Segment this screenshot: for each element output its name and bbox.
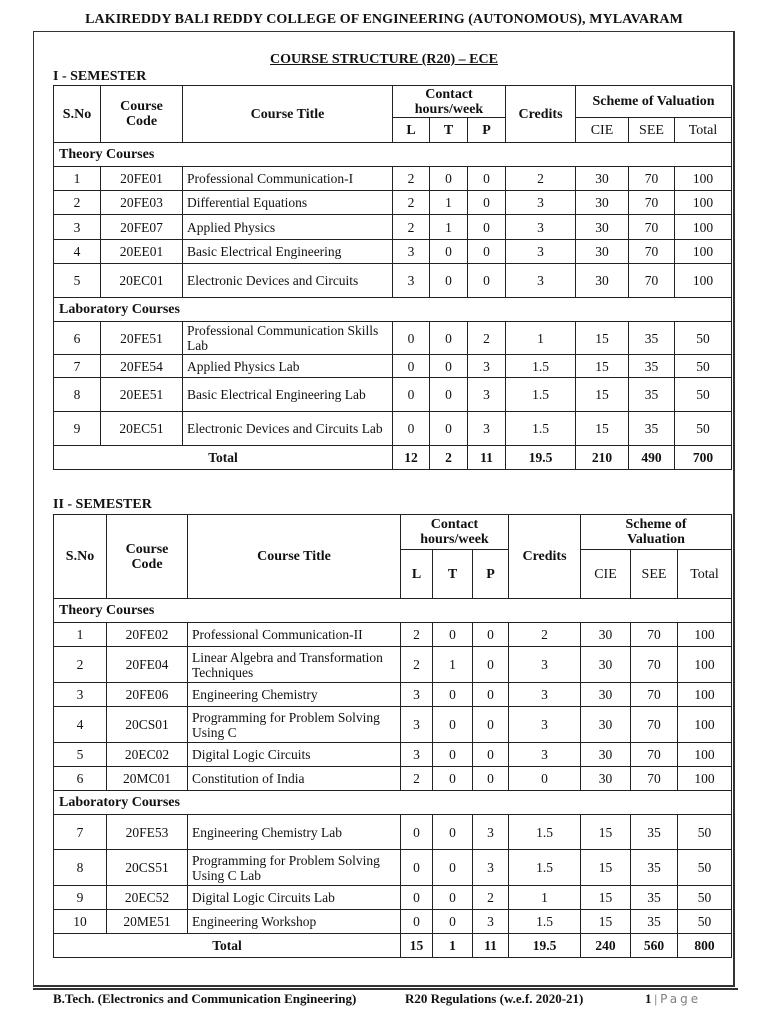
cell-p: 0 — [473, 683, 509, 707]
cell-total: 50 — [678, 850, 732, 886]
cell-p: 3 — [473, 850, 509, 886]
header-t: T — [430, 118, 468, 143]
cell-p: 0 — [468, 240, 506, 264]
cell-total: 100 — [675, 215, 732, 240]
cell-credits: 3 — [506, 264, 576, 298]
page-number: 1 | Page — [645, 991, 702, 1006]
cell-p: 3 — [473, 910, 509, 934]
cell-total: 50 — [675, 355, 732, 378]
category-label: Theory Courses — [54, 143, 732, 167]
cell-title: Programming for Problem Solving Using C — [188, 707, 401, 743]
cell-total: 100 — [675, 240, 732, 264]
cell-cie: 15 — [576, 412, 629, 446]
cell-see: 70 — [629, 215, 675, 240]
cell-p: 3 — [468, 378, 506, 412]
cell-code: 20ME51 — [107, 910, 188, 934]
cell-code: 20FE02 — [107, 623, 188, 647]
cell-p: 0 — [468, 167, 506, 191]
cell-title: Electronic Devices and Circuits — [183, 264, 393, 298]
cell-cie: 15 — [576, 378, 629, 412]
footer-program: B.Tech. (Electronics and Communication Engineering) — [53, 991, 357, 1006]
course-row — [54, 623, 732, 647]
cell-t: 0 — [433, 910, 473, 934]
cell-total: 100 — [678, 767, 732, 791]
cell-see: 70 — [631, 707, 678, 743]
course-row — [54, 767, 732, 791]
course-row — [54, 683, 732, 707]
cell-p: 0 — [473, 743, 509, 767]
cell-cie: 30 — [581, 623, 631, 647]
course-row — [54, 191, 732, 215]
cell-credits: 1.5 — [509, 815, 581, 850]
header-credits: Credits — [509, 515, 581, 599]
cell-see: 35 — [631, 886, 678, 910]
cell-sno: 3 — [54, 683, 107, 707]
cell-cie: 30 — [576, 264, 629, 298]
cell-t: 0 — [430, 355, 468, 378]
cell-sno: 5 — [54, 264, 101, 298]
course-row — [54, 322, 732, 355]
cell-credits: 2 — [509, 623, 581, 647]
cell-code: 20FE04 — [107, 647, 188, 683]
cell-see: 70 — [629, 167, 675, 191]
cell-credits: 1.5 — [506, 412, 576, 446]
college-header: LAKIREDDY BALI REDDY COLLEGE OF ENGINEERING (AUTONOMOUS), MYLAVARAM — [85, 12, 683, 27]
cell-l: 3 — [393, 264, 430, 298]
cell-sno: 1 — [54, 167, 101, 191]
header-scheme-of-valuation: Scheme of Valuation — [576, 86, 732, 118]
course-row — [54, 264, 732, 298]
semester-2-label: II - SEMESTER — [53, 497, 152, 512]
cell-code: 20FE03 — [101, 191, 183, 215]
cell-sno: 7 — [54, 815, 107, 850]
cell-code: 20FE06 — [107, 683, 188, 707]
cell-cie: 30 — [576, 240, 629, 264]
total-t: 1 — [433, 934, 473, 958]
course-row — [54, 886, 732, 910]
cell-total: 100 — [678, 743, 732, 767]
cell-p: 0 — [468, 215, 506, 240]
cell-sno: 7 — [54, 355, 101, 378]
cell-code: 20MC01 — [107, 767, 188, 791]
cell-credits: 0 — [509, 767, 581, 791]
cell-title: Applied Physics — [183, 215, 393, 240]
course-row — [54, 815, 732, 850]
header-see: SEE — [629, 118, 675, 143]
cell-t: 0 — [433, 815, 473, 850]
cell-credits: 1 — [506, 322, 576, 355]
header-sno: S.No — [54, 515, 107, 599]
cell-total: 50 — [675, 412, 732, 446]
cell-l: 0 — [393, 412, 430, 446]
cell-cie: 30 — [581, 743, 631, 767]
cell-title: Professional Communication Skills Lab — [183, 322, 393, 355]
total-row — [54, 934, 732, 958]
cell-title: Linear Algebra and Transformation Techniques — [188, 647, 401, 683]
cell-total: 100 — [678, 647, 732, 683]
total-see: 560 — [631, 934, 678, 958]
cell-total: 50 — [678, 910, 732, 934]
course-row — [54, 707, 732, 743]
cell-p: 2 — [473, 886, 509, 910]
cell-t: 1 — [433, 647, 473, 683]
cell-l: 3 — [401, 743, 433, 767]
cell-l: 0 — [393, 322, 430, 355]
cell-t: 0 — [433, 886, 473, 910]
total-t: 2 — [430, 446, 468, 470]
cell-title: Constitution of India — [188, 767, 401, 791]
cell-code: 20FE07 — [101, 215, 183, 240]
cell-see: 70 — [631, 743, 678, 767]
cell-title: Digital Logic Circuits — [188, 743, 401, 767]
cell-sno: 8 — [54, 378, 101, 412]
cell-cie: 30 — [581, 647, 631, 683]
cell-sno: 6 — [54, 767, 107, 791]
total-cie: 240 — [581, 934, 631, 958]
cell-cie: 15 — [576, 355, 629, 378]
cell-see: 35 — [629, 322, 675, 355]
cell-see: 70 — [631, 683, 678, 707]
cell-credits: 3 — [509, 683, 581, 707]
cell-credits: 1 — [509, 886, 581, 910]
cell-total: 50 — [675, 322, 732, 355]
cell-t: 0 — [430, 378, 468, 412]
cell-p: 3 — [468, 412, 506, 446]
cell-t: 0 — [430, 264, 468, 298]
cell-code: 20FE51 — [101, 322, 183, 355]
header-sno: S.No — [54, 86, 101, 143]
cell-title: Engineering Chemistry — [188, 683, 401, 707]
cell-see: 70 — [631, 767, 678, 791]
total-p: 11 — [473, 934, 509, 958]
cell-sno: 9 — [54, 886, 107, 910]
cell-see: 35 — [631, 815, 678, 850]
header-l: L — [393, 118, 430, 143]
cell-title: Engineering Workshop — [188, 910, 401, 934]
cell-title: Programming for Problem Solving Using C Lab — [188, 850, 401, 886]
cell-p: 0 — [473, 767, 509, 791]
cell-sno: 6 — [54, 322, 101, 355]
cell-code: 20EC51 — [101, 412, 183, 446]
cell-see: 70 — [629, 191, 675, 215]
header-cie: CIE — [576, 118, 629, 143]
cell-title: Engineering Chemistry Lab — [188, 815, 401, 850]
category-row — [54, 298, 732, 322]
cell-see: 35 — [631, 850, 678, 886]
cell-t: 0 — [433, 850, 473, 886]
cell-sno: 2 — [54, 191, 101, 215]
cell-cie: 15 — [581, 886, 631, 910]
cell-see: 35 — [629, 412, 675, 446]
cell-title: Digital Logic Circuits Lab — [188, 886, 401, 910]
cell-p: 0 — [473, 647, 509, 683]
cell-sno: 10 — [54, 910, 107, 934]
semester-1-label: I - SEMESTER — [53, 69, 147, 84]
cell-total: 50 — [678, 815, 732, 850]
cell-cie: 15 — [581, 850, 631, 886]
cell-l: 3 — [393, 240, 430, 264]
cell-see: 70 — [631, 623, 678, 647]
cell-title: Differential Equations — [183, 191, 393, 215]
total-credits: 19.5 — [509, 934, 581, 958]
course-row — [54, 240, 732, 264]
total-total: 700 — [675, 446, 732, 470]
cell-cie: 30 — [581, 707, 631, 743]
cell-credits: 1.5 — [509, 910, 581, 934]
cell-t: 0 — [433, 767, 473, 791]
category-label: Theory Courses — [54, 599, 732, 623]
cell-t: 0 — [433, 743, 473, 767]
total-see: 490 — [629, 446, 675, 470]
cell-code: 20FE01 — [101, 167, 183, 191]
header-course-code: Course Code — [107, 515, 188, 599]
cell-credits: 3 — [506, 191, 576, 215]
cell-sno: 1 — [54, 623, 107, 647]
cell-t: 0 — [430, 240, 468, 264]
header-t: T — [433, 550, 473, 599]
cell-p: 0 — [468, 264, 506, 298]
category-row — [54, 791, 732, 815]
header-p: P — [468, 118, 506, 143]
cell-t: 0 — [433, 707, 473, 743]
cell-code: 20EE01 — [101, 240, 183, 264]
cell-l: 2 — [401, 767, 433, 791]
cell-t: 0 — [430, 322, 468, 355]
cell-see: 70 — [631, 647, 678, 683]
cell-see: 70 — [629, 240, 675, 264]
cell-code: 20EC01 — [101, 264, 183, 298]
cell-cie: 15 — [581, 815, 631, 850]
header-cie: CIE — [581, 550, 631, 599]
cell-p: 3 — [468, 355, 506, 378]
cell-credits: 1.5 — [506, 355, 576, 378]
cell-p: 0 — [468, 191, 506, 215]
course-row — [54, 412, 732, 446]
header-course-title: Course Title — [188, 515, 401, 599]
cell-credits: 3 — [506, 240, 576, 264]
course-row — [54, 850, 732, 886]
header-scheme-of-valuation: Scheme of Valuation — [581, 515, 732, 550]
cell-l: 3 — [401, 683, 433, 707]
total-label: Total — [54, 934, 401, 958]
total-credits: 19.5 — [506, 446, 576, 470]
cell-code: 20CS01 — [107, 707, 188, 743]
course-row — [54, 355, 732, 378]
header-course-title: Course Title — [183, 86, 393, 143]
header-total: Total — [675, 118, 732, 143]
cell-t: 0 — [433, 683, 473, 707]
cell-credits: 3 — [509, 647, 581, 683]
cell-sno: 3 — [54, 215, 101, 240]
cell-credits: 3 — [509, 743, 581, 767]
cell-l: 0 — [393, 355, 430, 378]
cell-total: 50 — [675, 378, 732, 412]
cell-total: 100 — [675, 167, 732, 191]
cell-title: Basic Electrical Engineering Lab — [183, 378, 393, 412]
category-row — [54, 599, 732, 623]
course-row — [54, 910, 732, 934]
header-credits: Credits — [506, 86, 576, 143]
cell-cie: 30 — [576, 191, 629, 215]
cell-see: 35 — [629, 355, 675, 378]
document-title: COURSE STRUCTURE (R20) – ECE — [270, 52, 498, 67]
cell-cie: 15 — [581, 910, 631, 934]
cell-credits: 1.5 — [506, 378, 576, 412]
header-contact-hours: Contact hours/week — [401, 515, 509, 550]
cell-l: 0 — [401, 850, 433, 886]
cell-t: 0 — [430, 167, 468, 191]
cell-t: 1 — [430, 191, 468, 215]
cell-l: 0 — [401, 815, 433, 850]
cell-sno: 4 — [54, 240, 101, 264]
course-row — [54, 215, 732, 240]
cell-sno: 5 — [54, 743, 107, 767]
cell-code: 20EC02 — [107, 743, 188, 767]
cell-code: 20FE53 — [107, 815, 188, 850]
total-l: 15 — [401, 934, 433, 958]
cell-cie: 30 — [581, 767, 631, 791]
cell-total: 50 — [678, 886, 732, 910]
cell-l: 3 — [401, 707, 433, 743]
cell-l: 2 — [393, 191, 430, 215]
cell-code: 20CS51 — [107, 850, 188, 886]
cell-l: 2 — [393, 215, 430, 240]
cell-code: 20EE51 — [101, 378, 183, 412]
cell-t: 0 — [433, 623, 473, 647]
cell-title: Electronic Devices and Circuits Lab — [183, 412, 393, 446]
cell-title: Professional Communication-I — [183, 167, 393, 191]
total-total: 800 — [678, 934, 732, 958]
header-see: SEE — [631, 550, 678, 599]
category-row — [54, 143, 732, 167]
cell-code: 20EC52 — [107, 886, 188, 910]
cell-credits: 1.5 — [509, 850, 581, 886]
cell-credits: 2 — [506, 167, 576, 191]
header-total: Total — [678, 550, 732, 599]
cell-p: 0 — [473, 623, 509, 647]
cell-l: 0 — [393, 378, 430, 412]
cell-p: 0 — [473, 707, 509, 743]
course-row — [54, 743, 732, 767]
cell-cie: 30 — [576, 167, 629, 191]
total-label: Total — [54, 446, 393, 470]
cell-see: 70 — [629, 264, 675, 298]
course-row — [54, 167, 732, 191]
cell-total: 100 — [675, 264, 732, 298]
cell-p: 3 — [473, 815, 509, 850]
cell-l: 2 — [393, 167, 430, 191]
total-p: 11 — [468, 446, 506, 470]
cell-t: 1 — [430, 215, 468, 240]
cell-total: 100 — [678, 623, 732, 647]
cell-t: 0 — [430, 412, 468, 446]
cell-cie: 30 — [576, 215, 629, 240]
footer-regulation: R20 Regulations (w.e.f. 2020-21) — [405, 991, 584, 1006]
cell-sno: 9 — [54, 412, 101, 446]
footer-rule — [33, 988, 738, 990]
cell-l: 0 — [401, 910, 433, 934]
header-l: L — [401, 550, 433, 599]
cell-title: Applied Physics Lab — [183, 355, 393, 378]
cell-sno: 4 — [54, 707, 107, 743]
total-l: 12 — [393, 446, 430, 470]
cell-see: 35 — [629, 378, 675, 412]
cell-sno: 2 — [54, 647, 107, 683]
header-course-code: Course Code — [101, 86, 183, 143]
cell-l: 0 — [401, 886, 433, 910]
cell-code: 20FE54 — [101, 355, 183, 378]
course-row — [54, 647, 732, 683]
cell-cie: 30 — [581, 683, 631, 707]
semester-2-table — [53, 514, 732, 958]
cell-total: 100 — [675, 191, 732, 215]
semester-1-table — [53, 85, 732, 470]
cell-total: 100 — [678, 707, 732, 743]
total-cie: 210 — [576, 446, 629, 470]
header-p: P — [473, 550, 509, 599]
cell-credits: 3 — [509, 707, 581, 743]
category-label: Laboratory Courses — [54, 791, 732, 815]
cell-credits: 3 — [506, 215, 576, 240]
total-row — [54, 446, 732, 470]
cell-see: 35 — [631, 910, 678, 934]
cell-p: 2 — [468, 322, 506, 355]
course-row — [54, 378, 732, 412]
cell-sno: 8 — [54, 850, 107, 886]
cell-l: 2 — [401, 647, 433, 683]
cell-total: 100 — [678, 683, 732, 707]
category-label: Laboratory Courses — [54, 298, 732, 322]
cell-title: Professional Communication-II — [188, 623, 401, 647]
header-contact-hours: Contact hours/week — [393, 86, 506, 118]
cell-cie: 15 — [576, 322, 629, 355]
cell-l: 2 — [401, 623, 433, 647]
cell-title: Basic Electrical Engineering — [183, 240, 393, 264]
